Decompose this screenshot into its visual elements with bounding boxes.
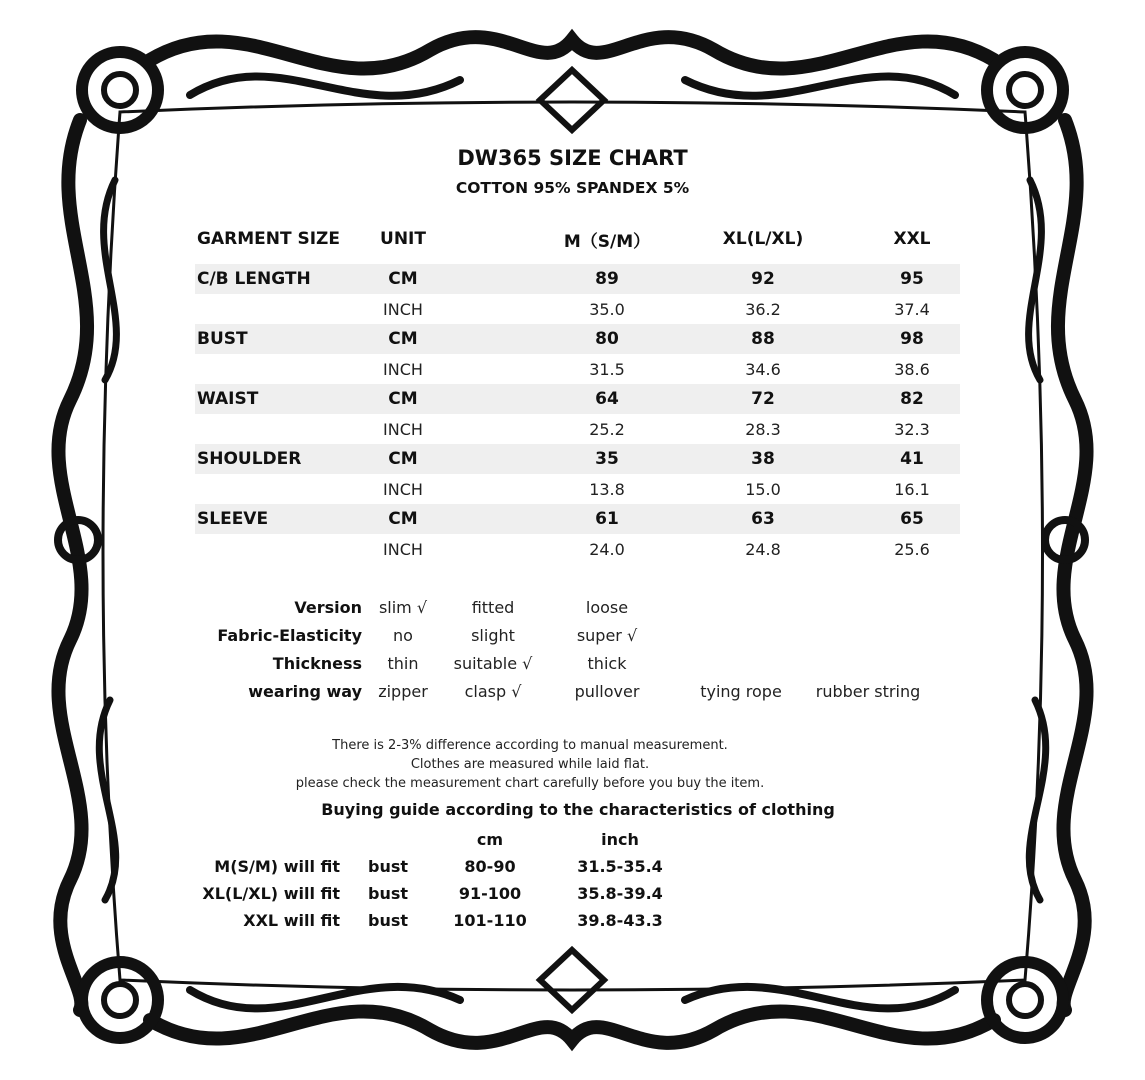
table-row-sleeve-cm: [195, 504, 960, 534]
unit-inch: INCH: [383, 479, 423, 499]
value-xxl-cm: 65: [900, 509, 924, 529]
attribute-option: thick: [587, 654, 627, 673]
attribute-option: suitable √: [453, 654, 533, 673]
value-xxl-cm: 98: [900, 329, 924, 349]
unit-cm: CM: [388, 389, 418, 409]
attribute-option: loose: [585, 598, 629, 617]
value-xxl-inch: 37.4: [894, 299, 930, 319]
table-row-bust-cm: [195, 324, 960, 354]
table-row-shoulder-inch: [195, 474, 960, 504]
attribute-option: thin: [387, 654, 419, 673]
attribute-option: slim √: [378, 598, 428, 617]
guide-inch: 39.8-43.3: [577, 911, 663, 930]
value-m-cm: 80: [595, 329, 619, 349]
value-m-cm: 64: [595, 389, 619, 409]
material-composition: COTTON 95% SPANDEX 5%: [455, 179, 690, 197]
value-xl-cm: 63: [751, 509, 775, 529]
table-header-row: [195, 214, 960, 264]
guide-cm: 101-110: [453, 911, 527, 930]
unit-inch: INCH: [383, 299, 423, 319]
attribute-row-wearing-way: [190, 678, 950, 706]
value-xl-cm: 38: [751, 449, 775, 469]
attribute-row-thickness: [190, 650, 950, 678]
value-m-cm: 89: [595, 269, 619, 289]
table-row-shoulder-cm: [195, 444, 960, 474]
value-m-inch: 35.0: [589, 299, 625, 319]
value-xl-inch: 34.6: [745, 359, 781, 379]
guide-part: bust: [367, 884, 408, 903]
attribute-label: Fabric-Elasticity: [217, 626, 362, 645]
attribute-option: super √: [576, 626, 638, 645]
buying-guide-table: [190, 826, 750, 934]
value-xl-inch: 24.8: [745, 539, 781, 559]
value-xxl-inch: 38.6: [894, 359, 930, 379]
attribute-option: rubber string: [815, 682, 921, 701]
attribute-label: Thickness: [272, 654, 362, 673]
header-size-xl: XL(L/XL): [722, 229, 804, 249]
unit-cm: CM: [388, 329, 418, 349]
header-size-xxl: XXL: [893, 229, 931, 249]
guide-cm: 91-100: [458, 884, 522, 903]
guide-header-cm: cm: [476, 830, 504, 849]
attribute-row-version: [190, 594, 950, 622]
value-m-cm: 61: [595, 509, 619, 529]
value-xxl-cm: 82: [900, 389, 924, 409]
buying-guide-row: [190, 907, 750, 934]
guide-header-inch: inch: [601, 830, 639, 849]
value-m-inch: 13.8: [589, 479, 625, 499]
value-xl-inch: 28.3: [745, 419, 781, 439]
value-xxl-inch: 32.3: [894, 419, 930, 439]
attribute-option: fitted: [471, 598, 515, 617]
table-row-cb-length-inch: [195, 294, 960, 324]
value-xl-inch: 15.0: [745, 479, 781, 499]
chart-title: DW365 SIZE CHART: [457, 146, 688, 170]
value-xl-cm: 92: [751, 269, 775, 289]
table-row-cb-length-cm: [195, 264, 960, 294]
guide-inch: 31.5-35.4: [577, 857, 663, 876]
buying-guide-row: [190, 853, 750, 880]
guide-cm: 80-90: [464, 857, 516, 876]
row-label: BUST: [197, 329, 248, 349]
attribute-option: clasp √: [464, 682, 522, 701]
attribute-option: zipper: [378, 682, 428, 701]
table-row-sleeve-inch: [195, 534, 960, 564]
note-line: Clothes are measured while laid flat.: [410, 757, 650, 772]
attribute-option: slight: [471, 626, 515, 645]
unit-cm: CM: [388, 269, 418, 289]
row-label: SHOULDER: [197, 449, 302, 469]
size-table: [195, 214, 960, 564]
buying-guide-row: [190, 880, 750, 907]
note-line: please check the measurement chart carefully before you buy the item.: [295, 776, 765, 791]
table-row-waist-cm: [195, 384, 960, 414]
guide-size: XXL will fit: [243, 911, 340, 930]
guide-part: bust: [367, 911, 408, 930]
row-label: SLEEVE: [197, 509, 269, 529]
value-xxl-inch: 25.6: [894, 539, 930, 559]
guide-size: XL(L/XL) will fit: [202, 884, 340, 903]
attribute-option: pullover: [574, 682, 640, 701]
value-m-inch: 31.5: [589, 359, 625, 379]
value-m-inch: 25.2: [589, 419, 625, 439]
unit-cm: CM: [388, 449, 418, 469]
value-xxl-cm: 41: [900, 449, 924, 469]
value-xxl-cm: 95: [900, 269, 924, 289]
buying-guide-title: Buying guide according to the characteristics of clothing: [321, 800, 835, 819]
garment-attributes: [190, 594, 950, 706]
measurement-notes: [0, 736, 1060, 793]
value-xl-cm: 88: [751, 329, 775, 349]
attribute-option: no: [393, 626, 413, 645]
attribute-label: wearing way: [248, 682, 362, 701]
guide-inch: 35.8-39.4: [577, 884, 663, 903]
header-size-m: M（S/M）: [563, 231, 651, 252]
header-unit: UNIT: [380, 229, 426, 249]
row-label: WAIST: [197, 389, 259, 409]
unit-inch: INCH: [383, 359, 423, 379]
attribute-option: tying rope: [700, 682, 782, 701]
table-row-waist-inch: [195, 414, 960, 444]
row-label: C/B LENGTH: [197, 269, 311, 289]
attribute-row-fabric-elasticity: [190, 622, 950, 650]
value-m-inch: 24.0: [589, 539, 625, 559]
unit-inch: INCH: [383, 539, 423, 559]
value-xl-inch: 36.2: [745, 299, 781, 319]
value-xxl-inch: 16.1: [894, 479, 930, 499]
guide-size: M(S/M) will fit: [214, 857, 340, 876]
table-row-bust-inch: [195, 354, 960, 384]
guide-part: bust: [367, 857, 408, 876]
header-garment-size: GARMENT SIZE: [197, 229, 340, 249]
unit-inch: INCH: [383, 419, 423, 439]
buying-guide-header: [190, 826, 750, 853]
value-m-cm: 35: [595, 449, 619, 469]
unit-cm: CM: [388, 509, 418, 529]
value-xl-cm: 72: [751, 389, 775, 409]
note-line: There is 2-3% difference according to manual measurement.: [332, 738, 728, 753]
attribute-label: Version: [294, 598, 362, 617]
